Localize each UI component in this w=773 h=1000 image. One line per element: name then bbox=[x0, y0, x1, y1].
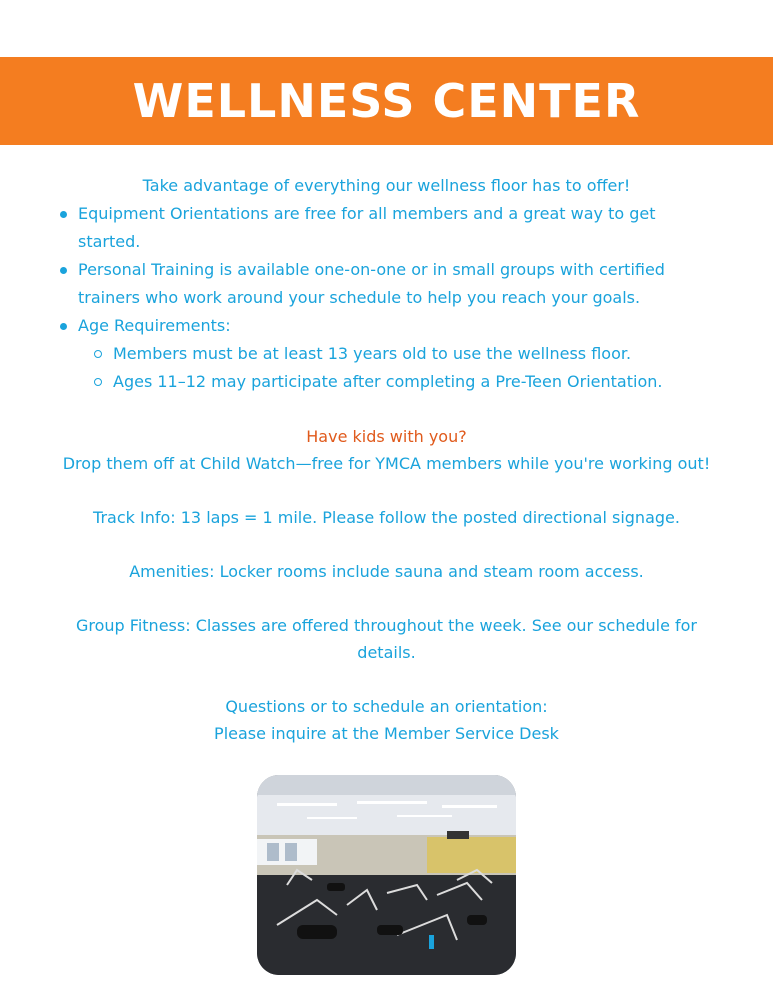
list-item: Equipment Orientations are free for all members and a great way to get started. bbox=[78, 200, 718, 256]
questions-line: Questions or to schedule an orientation: bbox=[225, 697, 548, 716]
track-info: Track Info: 13 laps = 1 mile. Please follow the posted directional signage. bbox=[93, 508, 680, 527]
gym-photo bbox=[257, 775, 516, 975]
sub-list-item: Ages 11–12 may participate after completing a Pre-Teen Orientation. bbox=[113, 368, 718, 396]
age-sublist bbox=[78, 340, 718, 396]
list-item: Age Requirements: Members must be at least 13 years old to use the wellness floor. Ages 11–12 may participate after completing a Pre-Teen Orientation. bbox=[78, 312, 718, 396]
amenities-info: Amenities: Locker rooms include sauna and steam room access. bbox=[129, 562, 644, 581]
info-list bbox=[0, 200, 718, 396]
gym-floor-photo-icon bbox=[257, 775, 516, 975]
header-banner bbox=[0, 57, 773, 145]
kids-heading: Have kids with you? bbox=[306, 427, 467, 446]
intro-text: Take advantage of everything our wellness floor has to offer! bbox=[142, 176, 631, 195]
group-fitness-info: Group Fitness: Classes are offered throughout the week. See our schedule for details. bbox=[76, 616, 697, 662]
list-item: Personal Training is available one-on-one or in small groups with certified trainers who work around your schedule to help you reach your goals. bbox=[78, 256, 718, 312]
service-desk-line: Please inquire at the Member Service Desk bbox=[214, 724, 559, 743]
page-title: WELLNESS CENTER bbox=[132, 74, 641, 128]
sub-list-item: Members must be at least 13 years old to use the wellness floor. bbox=[113, 340, 718, 368]
main-content bbox=[0, 172, 773, 747]
kids-text: Drop them off at Child Watch—free for YMCA members while you're working out! bbox=[62, 454, 711, 473]
